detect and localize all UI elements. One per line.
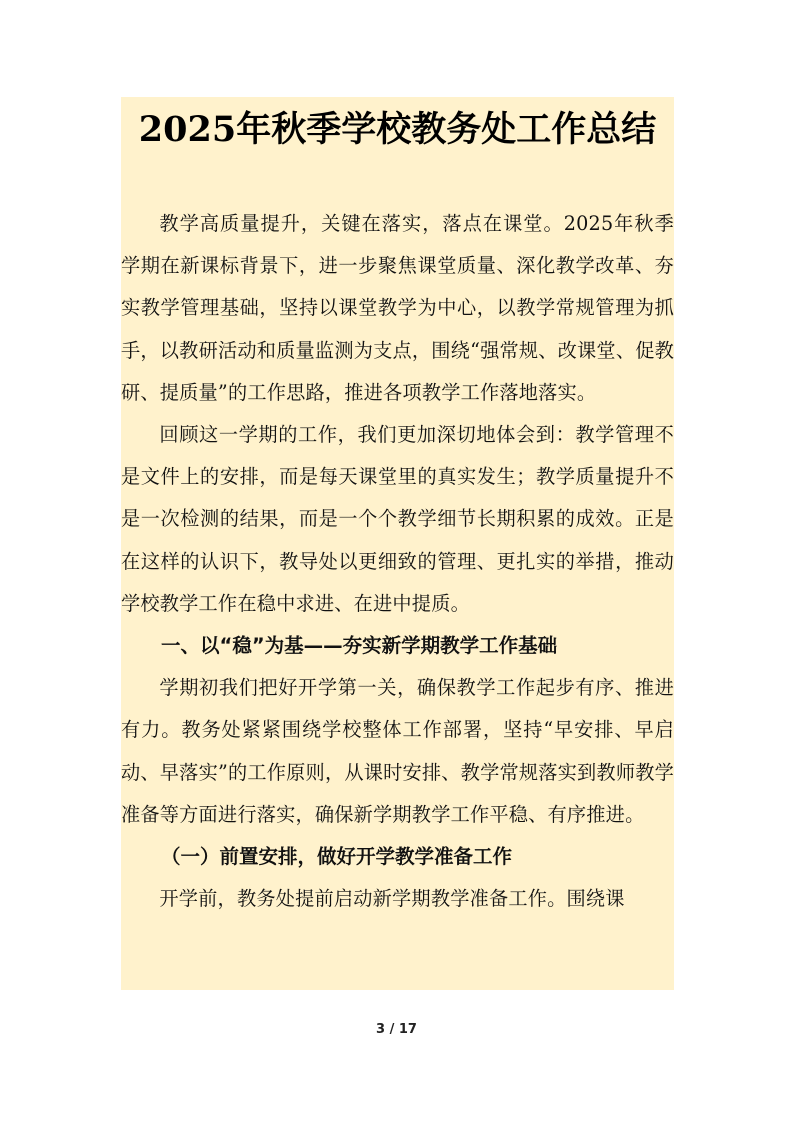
page-number: 3 / 17 bbox=[376, 1022, 417, 1037]
page-content-area bbox=[121, 97, 674, 990]
intro-paragraph-1: 教学高质量提升，关键在落实，落点在课堂。2025年秋季学期在新课标背景下，进一步聚焦课堂质量、深化教学改革、夯实教学管理基础，坚持以课堂教学为中心，以教学常规管理为抓手，以教研活动和质量监测为支点，围绕“强常规、改课堂、促教研、提质量”的工作思路，推进各项教学工作落地落实。 bbox=[121, 212, 674, 404]
subsection-heading-1: （一）前置安排，做好开学教学准备工作 bbox=[161, 845, 513, 869]
section-heading-1: 一、以“稳”为基——夯实新学期教学工作基础 bbox=[161, 634, 558, 658]
subsection-1-paragraph: 开学前，教务处提前启动新学期教学准备工作。围绕课 bbox=[159, 887, 625, 911]
section-1-paragraph: 学期初我们把好开学第一关，确保教学工作起步有序、推进有力。教务处紧紧围绕学校整体工作部署，坚持“早安排、早启动、早落实”的工作原则，从课时安排、教学常规落实到教师教学准备等方面进行落实，确保新学期教学工作平稳、有序推进。 bbox=[121, 676, 674, 826]
intro-paragraph-2: 回顾这一学期的工作，我们更加深切地体会到：教学管理不是文件上的安排，而是每天课堂里的真实发生；教学质量提升不是一次检测的结果，而是一个个教学细节长期积累的成效。正是在这样的认识下，教导处以更细致的管理、更扎实的举措，推动学校教学工作在稳中求进、在进中提质。 bbox=[121, 423, 674, 615]
document-title: 2025年秋季学校教务处工作总结 bbox=[138, 109, 657, 150]
